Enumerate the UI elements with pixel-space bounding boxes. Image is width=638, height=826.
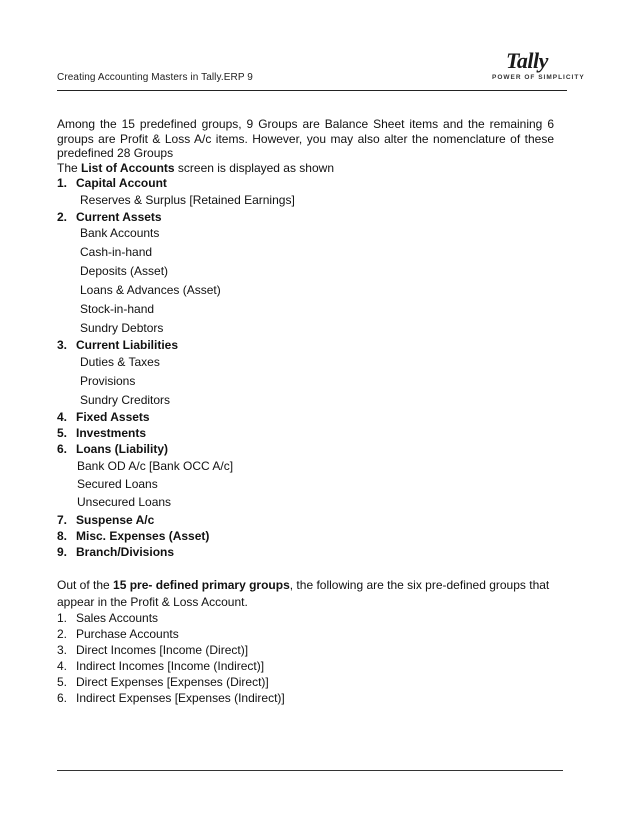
footer-divider xyxy=(57,770,563,771)
sub-group-item: Loans & Advances (Asset) xyxy=(80,283,221,297)
pl-group-item: 6. Indirect Expenses [Expenses (Indirect)] xyxy=(57,691,285,705)
pl-group-item: 3. Direct Incomes [Income (Direct)] xyxy=(57,643,249,657)
group-item: 4. Fixed Assets xyxy=(57,410,150,424)
logo-tagline: POWER OF SIMPLICITY xyxy=(492,74,585,81)
intro-paragraph xyxy=(57,117,554,175)
pl-intro-bold: 15 pre- defined primary groups xyxy=(113,578,290,592)
group-item: 2. Current Assets xyxy=(57,210,162,224)
group-item: 1. Capital Account xyxy=(57,176,167,190)
group-item: 3. Current Liabilities xyxy=(57,338,179,352)
group-item: 8. Misc. Expenses (Asset) xyxy=(57,529,210,543)
pl-intro-line-2: appear in the Profit & Loss Account. xyxy=(57,595,248,609)
sub-group-item: Cash-in-hand xyxy=(80,245,153,259)
group-item: 7. Suspense A/c xyxy=(57,513,155,527)
sub-group-item: Reserves & Surplus [Retained Earnings] xyxy=(80,193,295,207)
group-item: 5. Investments xyxy=(57,426,147,440)
tally-logo xyxy=(492,48,585,86)
group-item: 6. Loans (Liability) xyxy=(57,442,169,456)
pl-group-item: 5. Direct Expenses [Expenses (Direct)] xyxy=(57,675,269,689)
header-title: Creating Accounting Masters in Tally.ERP 9 xyxy=(57,72,253,83)
screen-line: The List of Accounts screen is displayed as shown xyxy=(57,160,334,175)
group-item: 9. Branch/Divisions xyxy=(57,545,175,559)
pl-intro-line-1: Out of the 15 pre- defined primary groups, the following are the six pre-defined groups that xyxy=(57,578,550,592)
header-divider xyxy=(57,90,567,91)
intro-text: Among the 15 predefined groups, 9 Groups are Balance Sheet items and the remaining 6 groups are Profit & Loss A/c items. However, you may also alter the nomenclature of these predefined 28 Groups xyxy=(57,117,554,160)
screen-name: List of Accounts xyxy=(81,160,175,175)
logo-word: Tally xyxy=(506,48,548,73)
sub-group-item: Unsecured Loans xyxy=(77,495,172,509)
sub-group-item: Stock-in-hand xyxy=(80,302,155,316)
sub-group-item: Bank OD A/c [Bank OCC A/c] xyxy=(77,459,234,473)
pl-group-item: 4. Indirect Incomes [Income (Indirect)] xyxy=(57,659,265,673)
sub-group-item: Duties & Taxes xyxy=(80,355,160,369)
pl-group-item: 1. Sales Accounts xyxy=(57,611,159,625)
sub-group-item: Sundry Debtors xyxy=(80,321,164,335)
sub-group-item: Bank Accounts xyxy=(80,226,160,240)
sub-group-item: Provisions xyxy=(80,374,136,388)
sub-group-item: Deposits (Asset) xyxy=(80,264,169,278)
sub-group-item: Sundry Creditors xyxy=(80,393,171,407)
sub-group-item: Secured Loans xyxy=(77,477,158,491)
pl-group-item: 2. Purchase Accounts xyxy=(57,627,179,641)
